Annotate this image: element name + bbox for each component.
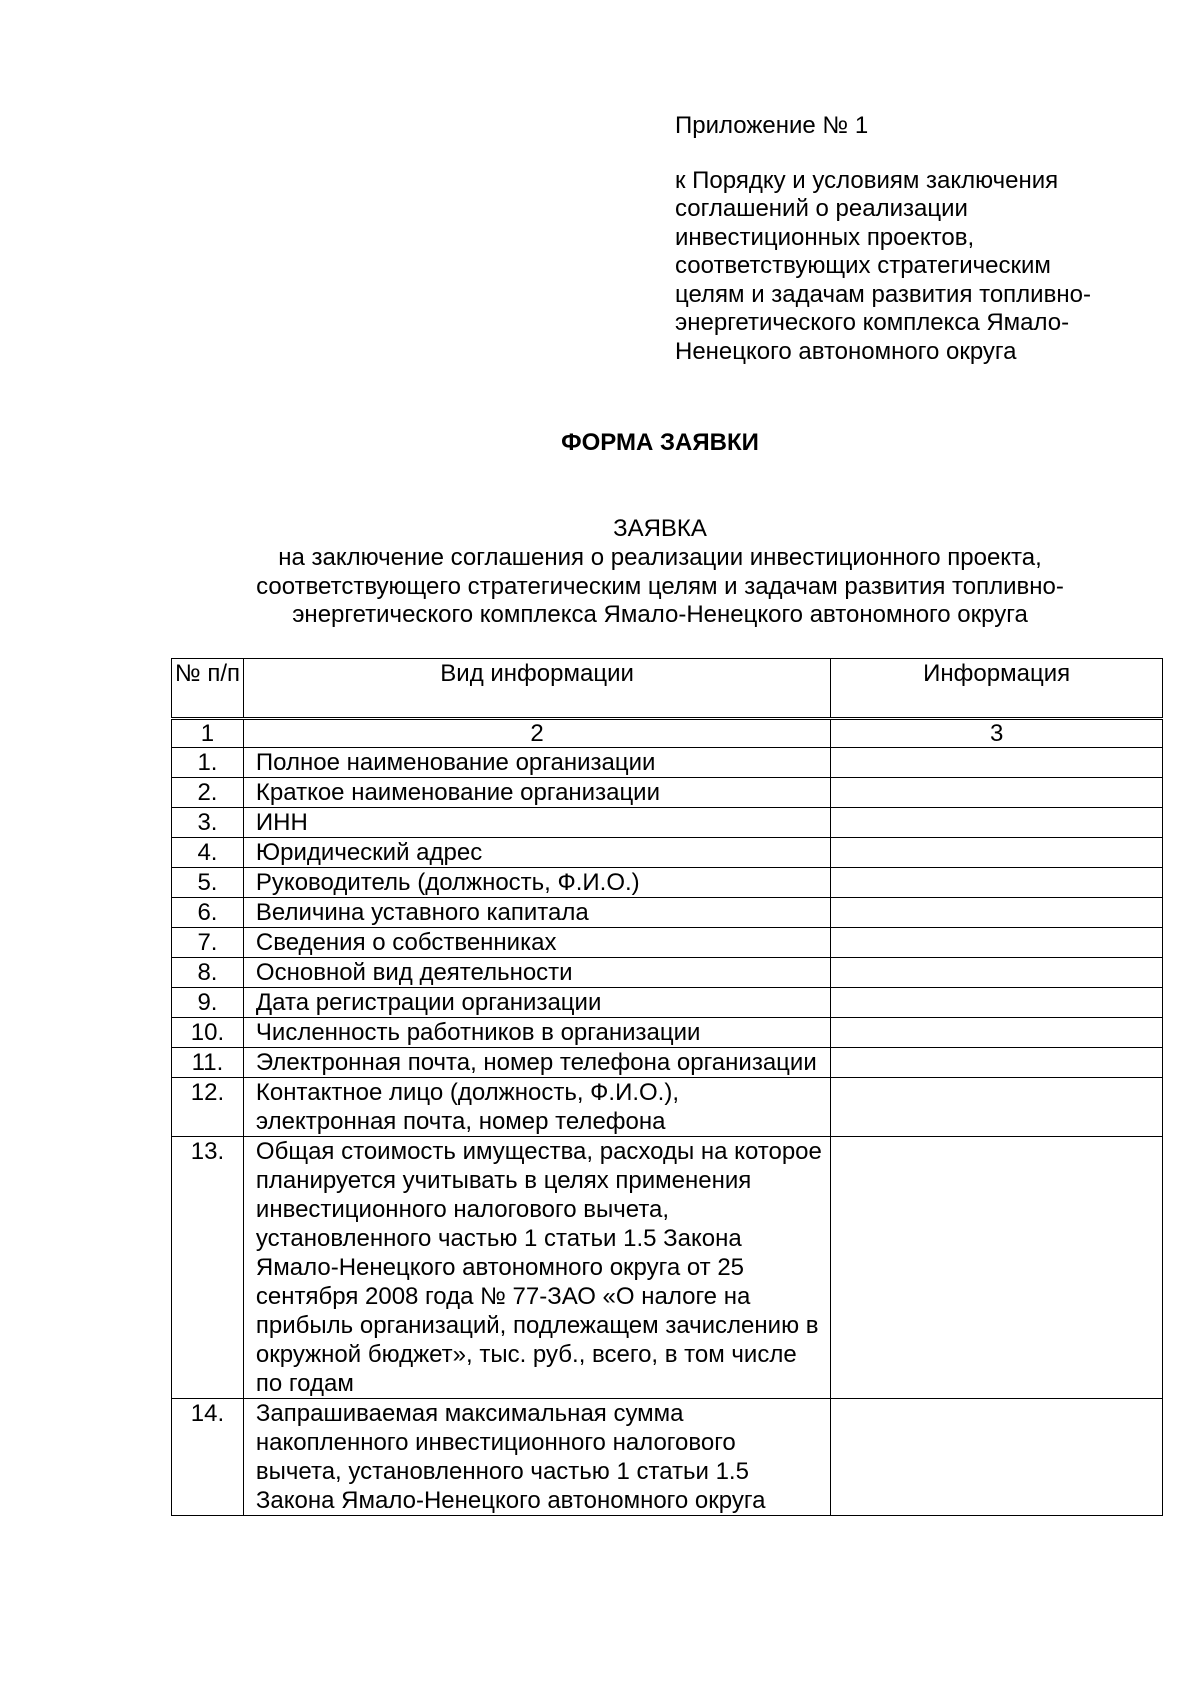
table-row [172, 988, 1163, 1018]
row-info[interactable] [831, 748, 1163, 778]
row-type: Величина уставного капитала [243, 898, 830, 928]
row-type: Основной вид деятельности [243, 958, 830, 988]
row-type: Общая стоимость имущества, расходы на которое планируется учитывать в целях применения инвестиционного налогового вычета, установленного частью 1 статьи 1.5 Закона Ямало-Ненецкого автономного округа от 25 сентября 2008 года № 77-ЗАО «О налоге на прибыль организаций, подлежащем зачислению в окружной бюджет», тыс. руб., всего, в том числе по годам [243, 1137, 830, 1399]
row-num: 10. [172, 1018, 244, 1048]
row-num: 7. [172, 928, 244, 958]
subtitle-line: энергетического комплекса Ямало-Ненецкого автономного округа [292, 601, 1028, 628]
table-index-row [172, 719, 1163, 748]
row-num: 13. [172, 1137, 244, 1399]
row-info[interactable] [831, 958, 1163, 988]
table-row [172, 838, 1163, 868]
row-info[interactable] [831, 988, 1163, 1018]
row-type: Численность работников в организации [243, 1018, 830, 1048]
row-info[interactable] [831, 868, 1163, 898]
appendix-block [675, 112, 1175, 366]
application-table [171, 658, 1163, 1516]
index-cell: 2 [243, 719, 830, 748]
row-info[interactable] [831, 838, 1163, 868]
row-type: Полное наименование организации [243, 748, 830, 778]
row-num: 11. [172, 1048, 244, 1078]
table-row [172, 1078, 1163, 1137]
appendix-line: инвестиционных проектов, [675, 223, 975, 251]
appendix-line: энергетического комплекса Ямало- [675, 309, 1070, 336]
row-info[interactable] [831, 1137, 1163, 1399]
table-row [172, 1137, 1163, 1399]
row-num: 6. [172, 898, 244, 928]
header-info: Информация [831, 659, 1163, 719]
table-row [172, 778, 1163, 808]
row-num: 8. [172, 958, 244, 988]
index-cell: 3 [831, 719, 1163, 748]
row-info[interactable] [831, 1078, 1163, 1137]
application-title: ЗАЯВКА [613, 515, 707, 542]
table-row [172, 1399, 1163, 1516]
table-row [172, 808, 1163, 838]
row-type: Сведения о собственниках [243, 928, 830, 958]
application-subtitle [210, 544, 1110, 630]
appendix-line: Ненецкого автономного округа [675, 337, 1017, 365]
row-info[interactable] [831, 928, 1163, 958]
row-type: Юридический адрес [243, 838, 830, 868]
form-title: ФОРМА ЗАЯВКИ [561, 429, 759, 456]
appendix-line: соглашений о реализации [675, 195, 968, 222]
row-info[interactable] [831, 808, 1163, 838]
row-info[interactable] [831, 898, 1163, 928]
row-num: 12. [172, 1078, 244, 1137]
table-row [172, 928, 1163, 958]
header-type: Вид информации [243, 659, 830, 719]
index-cell: 1 [172, 719, 244, 748]
table-row [172, 1018, 1163, 1048]
row-type: Контактное лицо (должность, Ф.И.О.), электронная почта, номер телефона [243, 1078, 830, 1137]
row-num: 2. [172, 778, 244, 808]
table-row [172, 1048, 1163, 1078]
row-type: Краткое наименование организации [243, 778, 830, 808]
row-info[interactable] [831, 778, 1163, 808]
row-info[interactable] [831, 1399, 1163, 1516]
subtitle-line: соответствующего стратегическим целям и задачам развития топливно- [256, 572, 1064, 600]
row-type: Руководитель (должность, Ф.И.О.) [243, 868, 830, 898]
row-num: 14. [172, 1399, 244, 1516]
appendix-line: целям и задачам развития топливно- [675, 280, 1091, 308]
table-row [172, 748, 1163, 778]
row-num: 5. [172, 868, 244, 898]
table-row [172, 898, 1163, 928]
row-num: 9. [172, 988, 244, 1018]
appendix-number: Приложение № 1 [675, 112, 869, 139]
header-num: № п/п [172, 659, 244, 719]
appendix-line: соответствующих стратегическим [675, 252, 1051, 279]
row-num: 3. [172, 808, 244, 838]
row-type: Электронная почта, номер телефона организации [243, 1048, 830, 1078]
row-num: 1. [172, 748, 244, 778]
row-type: ИНН [243, 808, 830, 838]
appendix-text [675, 167, 1175, 367]
appendix-line: к Порядку и условиям заключения [675, 166, 1059, 194]
table-header-row [172, 659, 1163, 719]
table-row [172, 958, 1163, 988]
row-type: Запрашиваемая максимальная сумма накопленного инвестиционного налогового вычета, установленного частью 1 статьи 1.5 Закона Ямало-Ненецкого автономного округа [243, 1399, 830, 1516]
row-type: Дата регистрации организации [243, 988, 830, 1018]
row-num: 4. [172, 838, 244, 868]
row-info[interactable] [831, 1048, 1163, 1078]
subtitle-line: на заключение соглашения о реализации инвестиционного проекта, [278, 544, 1042, 571]
row-info[interactable] [831, 1018, 1163, 1048]
table-row [172, 868, 1163, 898]
